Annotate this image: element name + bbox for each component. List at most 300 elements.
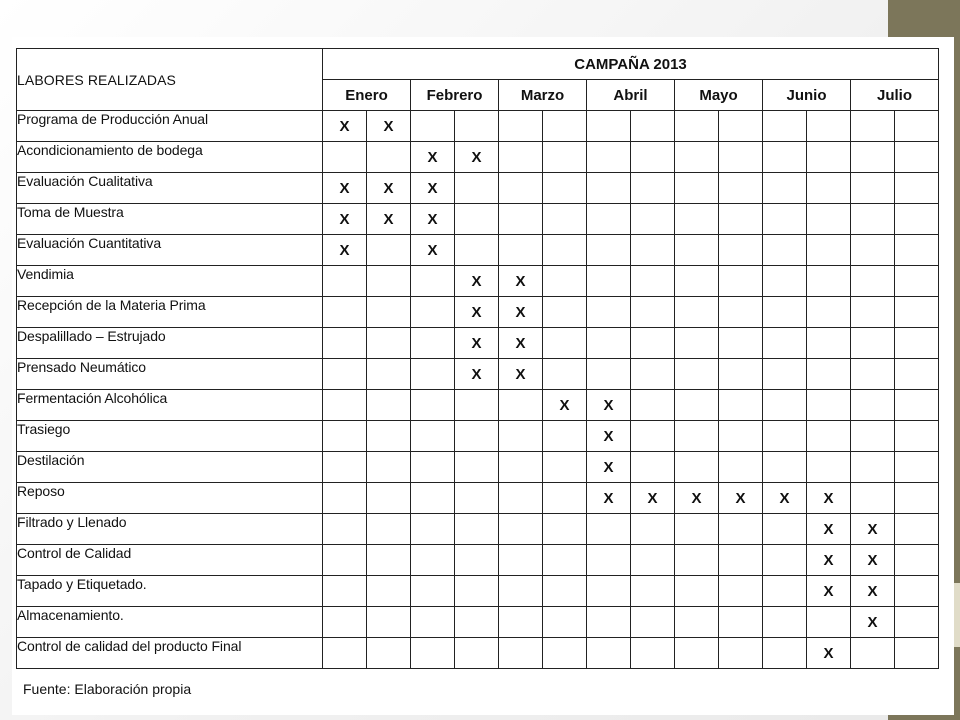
empty-cell bbox=[675, 514, 719, 545]
empty-cell bbox=[851, 638, 895, 669]
empty-cell bbox=[851, 142, 895, 173]
activity-mark: X bbox=[807, 545, 851, 576]
empty-cell bbox=[323, 483, 367, 514]
empty-cell bbox=[763, 390, 807, 421]
empty-cell bbox=[587, 142, 631, 173]
empty-cell bbox=[895, 235, 939, 266]
task-row bbox=[17, 607, 939, 638]
empty-cell bbox=[499, 173, 543, 204]
empty-cell bbox=[895, 483, 939, 514]
empty-cell bbox=[631, 545, 675, 576]
activity-mark: X bbox=[323, 111, 367, 142]
empty-cell bbox=[499, 235, 543, 266]
empty-cell bbox=[323, 638, 367, 669]
empty-cell bbox=[631, 607, 675, 638]
empty-cell bbox=[675, 421, 719, 452]
empty-cell bbox=[411, 328, 455, 359]
empty-cell bbox=[499, 514, 543, 545]
empty-cell bbox=[719, 545, 763, 576]
empty-cell bbox=[719, 452, 763, 483]
task-row bbox=[17, 421, 939, 452]
empty-cell bbox=[543, 483, 587, 514]
empty-cell bbox=[411, 483, 455, 514]
activity-mark: X bbox=[587, 421, 631, 452]
empty-cell bbox=[543, 111, 587, 142]
activity-mark: X bbox=[499, 266, 543, 297]
empty-cell bbox=[323, 359, 367, 390]
empty-cell bbox=[807, 173, 851, 204]
empty-cell bbox=[587, 266, 631, 297]
empty-cell bbox=[587, 297, 631, 328]
task-label: Prensado Neumático bbox=[17, 359, 323, 390]
empty-cell bbox=[631, 266, 675, 297]
task-row bbox=[17, 359, 939, 390]
task-label: Tapado y Etiquetado. bbox=[17, 576, 323, 607]
month-header-mayo: Mayo bbox=[675, 80, 763, 111]
empty-cell bbox=[543, 328, 587, 359]
task-label: Filtrado y Llenado bbox=[17, 514, 323, 545]
month-header-julio: Julio bbox=[851, 80, 939, 111]
empty-cell bbox=[323, 328, 367, 359]
empty-cell bbox=[587, 514, 631, 545]
empty-cell bbox=[807, 421, 851, 452]
task-row bbox=[17, 452, 939, 483]
task-label: Reposo bbox=[17, 483, 323, 514]
task-row bbox=[17, 173, 939, 204]
activity-mark: X bbox=[323, 173, 367, 204]
empty-cell bbox=[543, 452, 587, 483]
empty-cell bbox=[675, 142, 719, 173]
empty-cell bbox=[543, 173, 587, 204]
empty-cell bbox=[499, 390, 543, 421]
empty-cell bbox=[411, 266, 455, 297]
empty-cell bbox=[587, 204, 631, 235]
empty-cell bbox=[719, 266, 763, 297]
empty-cell bbox=[411, 545, 455, 576]
month-header-febrero: Febrero bbox=[411, 80, 499, 111]
task-label: Evaluación Cualitativa bbox=[17, 173, 323, 204]
empty-cell bbox=[895, 514, 939, 545]
empty-cell bbox=[411, 421, 455, 452]
empty-cell bbox=[367, 545, 411, 576]
empty-cell bbox=[367, 607, 411, 638]
empty-cell bbox=[763, 297, 807, 328]
activity-mark: X bbox=[587, 390, 631, 421]
empty-cell bbox=[631, 142, 675, 173]
empty-cell bbox=[631, 297, 675, 328]
empty-cell bbox=[543, 142, 587, 173]
empty-cell bbox=[851, 328, 895, 359]
campaign-schedule-table bbox=[16, 48, 939, 669]
campaign-header-row bbox=[17, 49, 939, 80]
activity-mark: X bbox=[543, 390, 587, 421]
activity-mark: X bbox=[323, 204, 367, 235]
empty-cell bbox=[455, 173, 499, 204]
empty-cell bbox=[631, 328, 675, 359]
empty-cell bbox=[895, 576, 939, 607]
task-label: Despalillado – Estrujado bbox=[17, 328, 323, 359]
task-row bbox=[17, 576, 939, 607]
empty-cell bbox=[763, 328, 807, 359]
empty-cell bbox=[719, 638, 763, 669]
empty-cell bbox=[499, 421, 543, 452]
empty-cell bbox=[499, 483, 543, 514]
empty-cell bbox=[455, 111, 499, 142]
empty-cell bbox=[807, 266, 851, 297]
empty-cell bbox=[587, 328, 631, 359]
empty-cell bbox=[719, 204, 763, 235]
activity-mark: X bbox=[587, 483, 631, 514]
empty-cell bbox=[895, 111, 939, 142]
activity-mark: X bbox=[807, 483, 851, 514]
empty-cell bbox=[367, 483, 411, 514]
task-row bbox=[17, 514, 939, 545]
empty-cell bbox=[675, 111, 719, 142]
empty-cell bbox=[631, 514, 675, 545]
empty-cell bbox=[631, 390, 675, 421]
empty-cell bbox=[411, 452, 455, 483]
empty-cell bbox=[763, 545, 807, 576]
activity-mark: X bbox=[455, 328, 499, 359]
empty-cell bbox=[763, 638, 807, 669]
empty-cell bbox=[323, 297, 367, 328]
empty-cell bbox=[675, 328, 719, 359]
empty-cell bbox=[851, 173, 895, 204]
task-row bbox=[17, 266, 939, 297]
task-label: Fermentación Alcohólica bbox=[17, 390, 323, 421]
empty-cell bbox=[719, 297, 763, 328]
empty-cell bbox=[367, 421, 411, 452]
empty-cell bbox=[851, 297, 895, 328]
empty-cell bbox=[763, 111, 807, 142]
empty-cell bbox=[895, 328, 939, 359]
empty-cell bbox=[367, 359, 411, 390]
empty-cell bbox=[851, 483, 895, 514]
empty-cell bbox=[895, 266, 939, 297]
activity-mark: X bbox=[455, 266, 499, 297]
task-label: Almacenamiento. bbox=[17, 607, 323, 638]
empty-cell bbox=[323, 421, 367, 452]
empty-cell bbox=[851, 359, 895, 390]
empty-cell bbox=[631, 173, 675, 204]
empty-cell bbox=[763, 359, 807, 390]
empty-cell bbox=[675, 359, 719, 390]
activity-mark: X bbox=[763, 483, 807, 514]
empty-cell bbox=[851, 421, 895, 452]
task-row bbox=[17, 638, 939, 669]
empty-cell bbox=[807, 328, 851, 359]
task-row bbox=[17, 204, 939, 235]
empty-cell bbox=[543, 545, 587, 576]
empty-cell bbox=[499, 638, 543, 669]
activity-mark: X bbox=[411, 235, 455, 266]
empty-cell bbox=[455, 514, 499, 545]
empty-cell bbox=[411, 576, 455, 607]
empty-cell bbox=[367, 576, 411, 607]
empty-cell bbox=[895, 173, 939, 204]
empty-cell bbox=[455, 204, 499, 235]
activity-mark: X bbox=[367, 204, 411, 235]
empty-cell bbox=[675, 452, 719, 483]
task-label: Destilación bbox=[17, 452, 323, 483]
empty-cell bbox=[411, 514, 455, 545]
labores-realizadas-header: LABORES REALIZADAS bbox=[17, 49, 323, 111]
empty-cell bbox=[323, 390, 367, 421]
empty-cell bbox=[499, 545, 543, 576]
empty-cell bbox=[675, 297, 719, 328]
empty-cell bbox=[587, 576, 631, 607]
empty-cell bbox=[367, 390, 411, 421]
empty-cell bbox=[763, 235, 807, 266]
empty-cell bbox=[719, 142, 763, 173]
empty-cell bbox=[411, 638, 455, 669]
empty-cell bbox=[631, 452, 675, 483]
empty-cell bbox=[851, 390, 895, 421]
activity-mark: X bbox=[851, 514, 895, 545]
empty-cell bbox=[895, 390, 939, 421]
empty-cell bbox=[807, 142, 851, 173]
activity-mark: X bbox=[411, 142, 455, 173]
activity-mark: X bbox=[851, 545, 895, 576]
empty-cell bbox=[719, 421, 763, 452]
empty-cell bbox=[763, 607, 807, 638]
empty-cell bbox=[367, 142, 411, 173]
task-label: Control de calidad del producto Final bbox=[17, 638, 323, 669]
empty-cell bbox=[719, 359, 763, 390]
empty-cell bbox=[631, 638, 675, 669]
empty-cell bbox=[367, 452, 411, 483]
empty-cell bbox=[851, 266, 895, 297]
empty-cell bbox=[631, 235, 675, 266]
empty-cell bbox=[367, 514, 411, 545]
empty-cell bbox=[631, 204, 675, 235]
empty-cell bbox=[675, 576, 719, 607]
empty-cell bbox=[455, 452, 499, 483]
task-row bbox=[17, 111, 939, 142]
activity-mark: X bbox=[851, 607, 895, 638]
empty-cell bbox=[631, 359, 675, 390]
empty-cell bbox=[367, 297, 411, 328]
empty-cell bbox=[543, 638, 587, 669]
task-label: Acondicionamiento de bodega bbox=[17, 142, 323, 173]
empty-cell bbox=[675, 266, 719, 297]
empty-cell bbox=[411, 297, 455, 328]
empty-cell bbox=[587, 173, 631, 204]
empty-cell bbox=[455, 638, 499, 669]
empty-cell bbox=[719, 173, 763, 204]
empty-cell bbox=[587, 545, 631, 576]
activity-mark: X bbox=[499, 359, 543, 390]
activity-mark: X bbox=[323, 235, 367, 266]
empty-cell bbox=[895, 452, 939, 483]
activity-mark: X bbox=[807, 514, 851, 545]
empty-cell bbox=[323, 545, 367, 576]
empty-cell bbox=[587, 235, 631, 266]
empty-cell bbox=[543, 421, 587, 452]
empty-cell bbox=[631, 111, 675, 142]
activity-mark: X bbox=[499, 297, 543, 328]
empty-cell bbox=[675, 204, 719, 235]
empty-cell bbox=[675, 607, 719, 638]
empty-cell bbox=[719, 328, 763, 359]
empty-cell bbox=[763, 576, 807, 607]
month-header-enero: Enero bbox=[323, 80, 411, 111]
empty-cell bbox=[411, 390, 455, 421]
task-label: Recepción de la Materia Prima bbox=[17, 297, 323, 328]
month-header-marzo: Marzo bbox=[499, 80, 587, 111]
task-label: Trasiego bbox=[17, 421, 323, 452]
campaign-title: CAMPAÑA 2013 bbox=[323, 49, 939, 80]
task-label: Vendimia bbox=[17, 266, 323, 297]
empty-cell bbox=[675, 390, 719, 421]
empty-cell bbox=[763, 514, 807, 545]
empty-cell bbox=[543, 607, 587, 638]
empty-cell bbox=[851, 204, 895, 235]
empty-cell bbox=[675, 173, 719, 204]
empty-cell bbox=[543, 359, 587, 390]
source-note: Fuente: Elaboración propia bbox=[23, 681, 192, 697]
empty-cell bbox=[499, 204, 543, 235]
empty-cell bbox=[763, 266, 807, 297]
empty-cell bbox=[543, 235, 587, 266]
empty-cell bbox=[367, 638, 411, 669]
activity-mark: X bbox=[631, 483, 675, 514]
empty-cell bbox=[543, 576, 587, 607]
empty-cell bbox=[323, 452, 367, 483]
task-row bbox=[17, 297, 939, 328]
empty-cell bbox=[895, 297, 939, 328]
empty-cell bbox=[895, 607, 939, 638]
empty-cell bbox=[807, 607, 851, 638]
empty-cell bbox=[587, 359, 631, 390]
empty-cell bbox=[807, 111, 851, 142]
task-row bbox=[17, 483, 939, 514]
empty-cell bbox=[323, 514, 367, 545]
empty-cell bbox=[719, 111, 763, 142]
empty-cell bbox=[851, 452, 895, 483]
activity-mark: X bbox=[455, 359, 499, 390]
empty-cell bbox=[807, 359, 851, 390]
empty-cell bbox=[719, 390, 763, 421]
empty-cell bbox=[895, 421, 939, 452]
empty-cell bbox=[895, 638, 939, 669]
empty-cell bbox=[807, 452, 851, 483]
activity-mark: X bbox=[851, 576, 895, 607]
empty-cell bbox=[763, 421, 807, 452]
empty-cell bbox=[499, 142, 543, 173]
activity-mark: X bbox=[367, 173, 411, 204]
activity-mark: X bbox=[499, 328, 543, 359]
empty-cell bbox=[631, 421, 675, 452]
empty-cell bbox=[719, 576, 763, 607]
empty-cell bbox=[323, 142, 367, 173]
empty-cell bbox=[719, 235, 763, 266]
empty-cell bbox=[323, 607, 367, 638]
task-label: Programa de Producción Anual bbox=[17, 111, 323, 142]
activity-mark: X bbox=[807, 576, 851, 607]
task-row bbox=[17, 235, 939, 266]
empty-cell bbox=[499, 452, 543, 483]
empty-cell bbox=[543, 297, 587, 328]
task-label: Evaluación Cuantitativa bbox=[17, 235, 323, 266]
empty-cell bbox=[587, 638, 631, 669]
empty-cell bbox=[455, 390, 499, 421]
empty-cell bbox=[587, 607, 631, 638]
empty-cell bbox=[675, 638, 719, 669]
empty-cell bbox=[543, 266, 587, 297]
empty-cell bbox=[411, 111, 455, 142]
task-row bbox=[17, 142, 939, 173]
empty-cell bbox=[807, 204, 851, 235]
empty-cell bbox=[675, 235, 719, 266]
empty-cell bbox=[807, 297, 851, 328]
activity-mark: X bbox=[719, 483, 763, 514]
empty-cell bbox=[323, 576, 367, 607]
empty-cell bbox=[367, 235, 411, 266]
task-row bbox=[17, 390, 939, 421]
empty-cell bbox=[455, 421, 499, 452]
empty-cell bbox=[587, 111, 631, 142]
activity-mark: X bbox=[455, 142, 499, 173]
empty-cell bbox=[895, 204, 939, 235]
empty-cell bbox=[411, 607, 455, 638]
empty-cell bbox=[455, 576, 499, 607]
task-label: Control de Calidad bbox=[17, 545, 323, 576]
task-row bbox=[17, 328, 939, 359]
empty-cell bbox=[499, 607, 543, 638]
empty-cell bbox=[455, 483, 499, 514]
empty-cell bbox=[895, 359, 939, 390]
month-header-junio: Junio bbox=[763, 80, 851, 111]
empty-cell bbox=[851, 111, 895, 142]
empty-cell bbox=[455, 235, 499, 266]
activity-mark: X bbox=[411, 204, 455, 235]
empty-cell bbox=[851, 235, 895, 266]
month-header-abril: Abril bbox=[587, 80, 675, 111]
empty-cell bbox=[763, 142, 807, 173]
activity-mark: X bbox=[675, 483, 719, 514]
empty-cell bbox=[675, 545, 719, 576]
empty-cell bbox=[455, 545, 499, 576]
empty-cell bbox=[895, 545, 939, 576]
empty-cell bbox=[895, 142, 939, 173]
empty-cell bbox=[719, 607, 763, 638]
empty-cell bbox=[323, 266, 367, 297]
task-label: Toma de Muestra bbox=[17, 204, 323, 235]
activity-mark: X bbox=[411, 173, 455, 204]
empty-cell bbox=[411, 359, 455, 390]
empty-cell bbox=[763, 452, 807, 483]
empty-cell bbox=[367, 328, 411, 359]
activity-mark: X bbox=[587, 452, 631, 483]
activity-mark: X bbox=[455, 297, 499, 328]
empty-cell bbox=[631, 576, 675, 607]
empty-cell bbox=[807, 235, 851, 266]
empty-cell bbox=[499, 111, 543, 142]
empty-cell bbox=[455, 607, 499, 638]
task-row bbox=[17, 545, 939, 576]
empty-cell bbox=[763, 173, 807, 204]
empty-cell bbox=[807, 390, 851, 421]
activity-mark: X bbox=[807, 638, 851, 669]
empty-cell bbox=[543, 204, 587, 235]
activity-mark: X bbox=[367, 111, 411, 142]
empty-cell bbox=[763, 204, 807, 235]
empty-cell bbox=[719, 514, 763, 545]
empty-cell bbox=[499, 576, 543, 607]
empty-cell bbox=[367, 266, 411, 297]
empty-cell bbox=[543, 514, 587, 545]
